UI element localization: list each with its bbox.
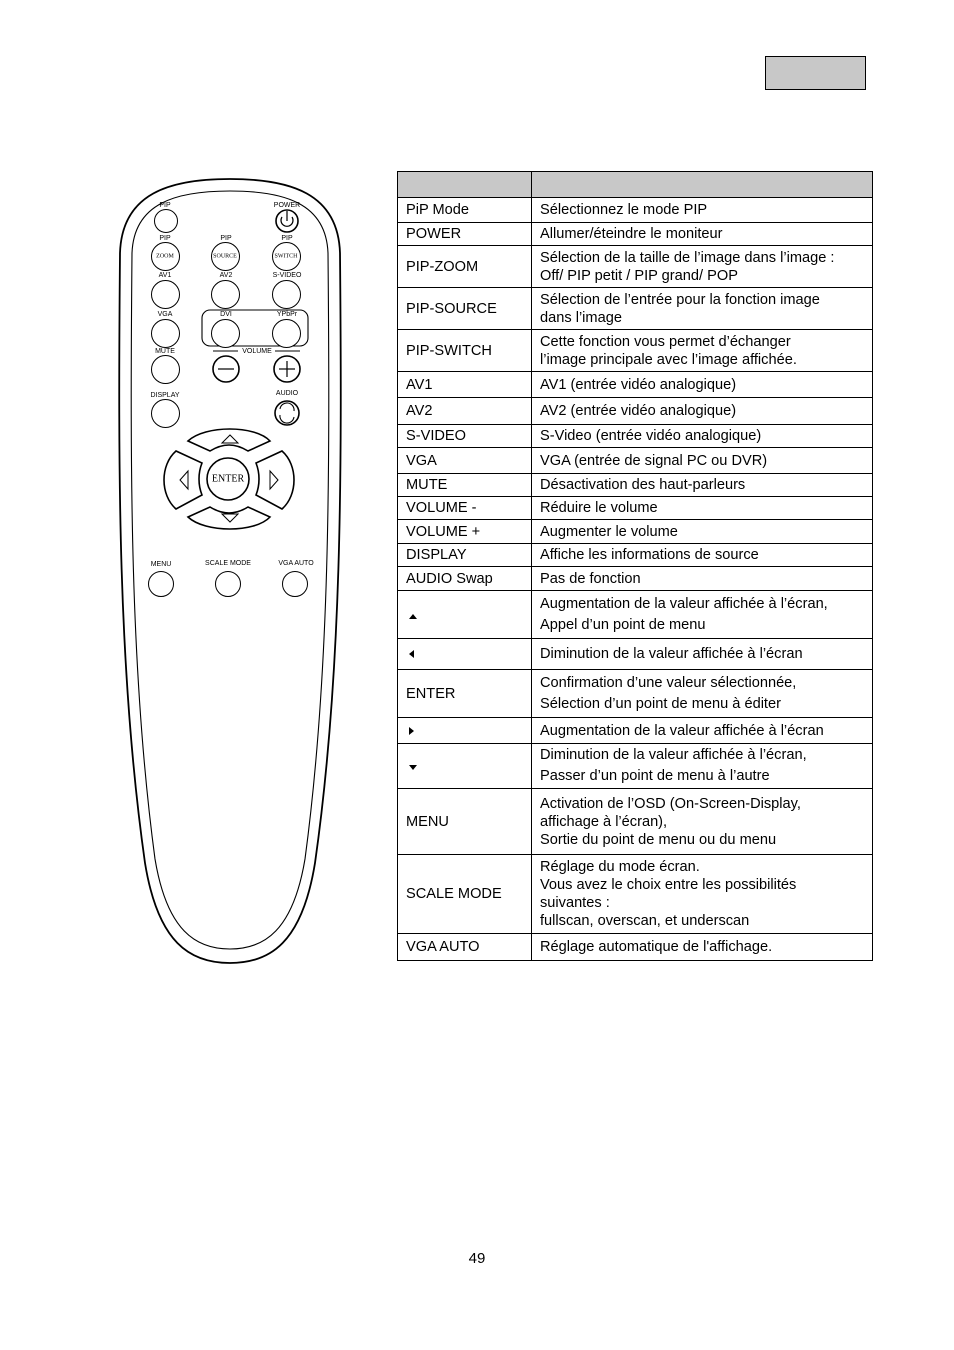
function-key-cell bbox=[398, 567, 532, 591]
label-menu: MENU bbox=[150, 561, 172, 568]
description-line: Augmentation de la valeur affichée à l’écran, bbox=[540, 595, 828, 612]
function-description-cell bbox=[532, 718, 873, 744]
label-dvi: DVI bbox=[220, 311, 232, 318]
function-key-label: DISPLAY bbox=[406, 547, 467, 563]
label-switch: SWITCH bbox=[274, 253, 298, 260]
description-line: Diminution de la valeur affichée à l’écran, bbox=[540, 747, 807, 763]
description-line: Augmentation de la valeur affichée à l’écran bbox=[540, 722, 824, 739]
description-line: AV1 (entrée vidéo analogique) bbox=[540, 376, 737, 393]
table-row bbox=[398, 330, 873, 372]
function-key-cell bbox=[398, 497, 532, 520]
description-line: Sortie du point de menu ou du menu bbox=[540, 831, 777, 848]
remote-control-illustration bbox=[110, 173, 350, 969]
label-ypbpr: YPbPr bbox=[276, 311, 298, 318]
function-description-cell bbox=[532, 591, 873, 639]
table-row bbox=[398, 425, 873, 448]
table-row bbox=[398, 398, 873, 425]
arrow-right-icon[interactable] bbox=[262, 458, 292, 502]
label-av1: AV1 bbox=[158, 272, 172, 279]
pip-mode-button[interactable] bbox=[154, 209, 178, 233]
function-description-cell bbox=[532, 198, 873, 223]
description-line: Off/ PIP petit / PIP grand/ POP bbox=[540, 267, 738, 284]
table-row bbox=[398, 497, 873, 520]
table-row bbox=[398, 520, 873, 544]
table-row bbox=[398, 789, 873, 855]
audio-swap-icon[interactable] bbox=[275, 401, 299, 425]
arrow-down-icon[interactable] bbox=[208, 511, 252, 531]
function-key-cell bbox=[398, 789, 532, 855]
table-row bbox=[398, 223, 873, 246]
table-row bbox=[398, 372, 873, 398]
function-description-cell bbox=[532, 288, 873, 330]
description-line: Pas de fonction bbox=[540, 570, 641, 587]
function-description-cell bbox=[532, 670, 873, 718]
description-line: dans l’image bbox=[540, 309, 622, 326]
function-table bbox=[397, 171, 873, 961]
function-key-label: VOLUME - bbox=[406, 500, 477, 516]
description-line: Diminution de la valeur affichée à l’écran bbox=[540, 646, 803, 662]
function-description-cell bbox=[532, 497, 873, 520]
function-key-label: S-VIDEO bbox=[406, 428, 467, 444]
mute-button[interactable] bbox=[151, 355, 180, 384]
volume-minus-icon[interactable] bbox=[213, 356, 239, 382]
function-description-cell bbox=[532, 789, 873, 855]
description-line: Vous avez le choix entre les possibilités bbox=[540, 877, 797, 893]
description-line: Sélectionnez le mode PIP bbox=[540, 202, 708, 218]
function-key-cell bbox=[398, 198, 532, 223]
description-line: Augmenter le volume bbox=[540, 523, 678, 540]
table-row bbox=[398, 567, 873, 591]
description-line: AV2 (entrée vidéo analogique) bbox=[540, 403, 737, 419]
function-key-label: VGA AUTO bbox=[406, 939, 480, 955]
function-description-cell bbox=[532, 223, 873, 246]
label-vga: VGA bbox=[157, 311, 173, 318]
dvi-button[interactable] bbox=[211, 319, 240, 348]
label-scale-mode: SCALE MODE bbox=[205, 560, 251, 567]
function-key-cell bbox=[398, 448, 532, 474]
function-key-cell bbox=[398, 246, 532, 288]
description-line: Réglage automatique de l'affichage. bbox=[540, 939, 773, 955]
volume-plus-icon[interactable] bbox=[274, 356, 300, 382]
description-line: Réglage du mode écran. bbox=[540, 859, 700, 875]
display-button[interactable] bbox=[151, 399, 180, 428]
function-key-cell bbox=[398, 474, 532, 497]
function-description-cell bbox=[532, 474, 873, 497]
table-row bbox=[398, 934, 873, 961]
label-zoom: ZOOM bbox=[156, 253, 174, 260]
label-pip: PIP bbox=[159, 202, 171, 209]
function-key-cell bbox=[398, 288, 532, 330]
menu-button[interactable] bbox=[148, 571, 174, 597]
label-svideo: S-VIDEO bbox=[272, 272, 302, 279]
description-line: fullscan, overscan, et underscan bbox=[540, 913, 750, 929]
description-line: Cette fonction vous permet d’échanger bbox=[540, 333, 791, 350]
function-key-label: MUTE bbox=[406, 477, 448, 493]
function-key-label: PIP-SWITCH bbox=[406, 342, 492, 359]
description-line: Activation de l’OSD (On-Screen-Display, bbox=[540, 795, 801, 812]
table-row bbox=[398, 198, 873, 223]
function-description-cell bbox=[532, 744, 873, 789]
svideo-button[interactable] bbox=[272, 280, 301, 309]
table-row bbox=[398, 448, 873, 474]
table-row bbox=[398, 544, 873, 567]
vga-auto-button[interactable] bbox=[282, 571, 308, 597]
function-description-cell bbox=[532, 372, 873, 398]
function-key-cell bbox=[398, 744, 532, 789]
label-power: POWER bbox=[273, 202, 301, 209]
table-row bbox=[398, 288, 873, 330]
function-key-label: VGA bbox=[406, 452, 437, 469]
function-key-label: VOLUME + bbox=[406, 523, 481, 540]
arrow-up-icon[interactable] bbox=[208, 427, 252, 447]
description-line: affichage à l’écran), bbox=[540, 813, 668, 830]
description-line: Sélection d’un point de menu à éditer bbox=[540, 695, 781, 712]
function-description-cell bbox=[532, 520, 873, 544]
function-description-cell bbox=[532, 246, 873, 288]
function-key-label: PiP Mode bbox=[406, 202, 470, 218]
label-vga-auto: VGA AUTO bbox=[278, 560, 314, 567]
table-row bbox=[398, 670, 873, 718]
function-description-cell bbox=[532, 855, 873, 934]
label-source: SOURCE bbox=[213, 253, 237, 260]
table-row bbox=[398, 855, 873, 934]
function-key-cell bbox=[398, 718, 532, 744]
function-key-cell bbox=[398, 855, 532, 934]
function-description-cell bbox=[532, 398, 873, 425]
ypbpr-button[interactable] bbox=[272, 319, 301, 348]
description-line: Affiche les informations de source bbox=[540, 547, 759, 563]
table-row bbox=[398, 639, 873, 670]
table-header-row bbox=[398, 172, 873, 198]
arrow-left-icon bbox=[409, 650, 414, 658]
label-display: DISPLAY bbox=[150, 392, 180, 399]
function-key-cell bbox=[398, 330, 532, 372]
function-key-cell bbox=[398, 639, 532, 670]
description-line: S-Video (entrée vidéo analogique) bbox=[540, 428, 762, 444]
function-key-cell bbox=[398, 670, 532, 718]
table-row bbox=[398, 246, 873, 288]
label-av2: AV2 bbox=[219, 272, 233, 279]
function-key-label: SCALE MODE bbox=[406, 886, 502, 902]
label-mute: MUTE bbox=[155, 348, 175, 355]
function-key-label: PIP-ZOOM bbox=[406, 258, 479, 275]
function-description-cell bbox=[532, 330, 873, 372]
label-pip-zoom-top: PIP bbox=[159, 235, 171, 242]
function-key-cell bbox=[398, 398, 532, 425]
table-row bbox=[398, 718, 873, 744]
description-line: Désactivation des haut-parleurs bbox=[540, 477, 746, 493]
arrow-left-icon[interactable] bbox=[164, 458, 194, 502]
arrow-right-icon bbox=[409, 727, 414, 735]
table-row bbox=[398, 744, 873, 789]
function-key-label: AUDIO Swap bbox=[406, 570, 493, 587]
function-key-label: AV2 bbox=[406, 403, 433, 419]
function-key-cell bbox=[398, 934, 532, 961]
function-description-cell bbox=[532, 567, 873, 591]
label-volume: VOLUME bbox=[242, 348, 272, 355]
label-audio: AUDIO bbox=[275, 390, 299, 397]
description-line: suivantes : bbox=[540, 895, 610, 911]
description-line: Sélection de la taille de l’image dans l’image : bbox=[540, 249, 835, 266]
page-number: 49 bbox=[468, 1250, 486, 1267]
enter-button[interactable]: ENTER bbox=[211, 473, 245, 485]
function-key-cell bbox=[398, 372, 532, 398]
function-key-cell bbox=[398, 520, 532, 544]
table-header-cell bbox=[398, 172, 532, 198]
description-line: l’image principale avec l’image affichée. bbox=[540, 351, 797, 368]
arrow-down-icon bbox=[409, 765, 417, 770]
description-line: Confirmation d’une valeur sélectionnée, bbox=[540, 674, 797, 691]
function-key-label: PIP-SOURCE bbox=[406, 300, 497, 317]
vga-button[interactable] bbox=[151, 319, 180, 348]
function-key-label: POWER bbox=[406, 226, 462, 242]
function-description-cell bbox=[532, 425, 873, 448]
description-line: Appel d’un point de menu bbox=[540, 616, 706, 633]
table-row bbox=[398, 591, 873, 639]
function-key-cell bbox=[398, 223, 532, 246]
description-line: VGA (entrée de signal PC ou DVR) bbox=[540, 452, 768, 469]
function-key-cell bbox=[398, 425, 532, 448]
function-description-cell bbox=[532, 448, 873, 474]
function-key-cell bbox=[398, 591, 532, 639]
table-row bbox=[398, 474, 873, 497]
label-pip-source-top: PIP bbox=[220, 235, 232, 242]
description-line: Sélection de l’entrée pour la fonction image bbox=[540, 291, 820, 308]
function-key-label: ENTER bbox=[406, 685, 456, 702]
table-header-cell bbox=[532, 172, 873, 198]
function-description-cell bbox=[532, 544, 873, 567]
av1-button[interactable] bbox=[151, 280, 180, 309]
description-line: Passer d’un point de menu à l’autre bbox=[540, 768, 770, 784]
av2-button[interactable] bbox=[211, 280, 240, 309]
function-key-label: AV1 bbox=[406, 376, 433, 393]
description-line: Réduire le volume bbox=[540, 500, 658, 516]
language-tab-box bbox=[765, 56, 866, 90]
power-icon[interactable] bbox=[276, 210, 298, 232]
arrow-up-icon bbox=[409, 614, 417, 619]
function-description-cell bbox=[532, 639, 873, 670]
scale-mode-button[interactable] bbox=[215, 571, 241, 597]
description-line: Allumer/éteindre le moniteur bbox=[540, 226, 723, 242]
function-description-cell bbox=[532, 934, 873, 961]
function-key-cell bbox=[398, 544, 532, 567]
label-pip-switch-top: PIP bbox=[281, 235, 293, 242]
function-key-label: MENU bbox=[406, 813, 449, 830]
